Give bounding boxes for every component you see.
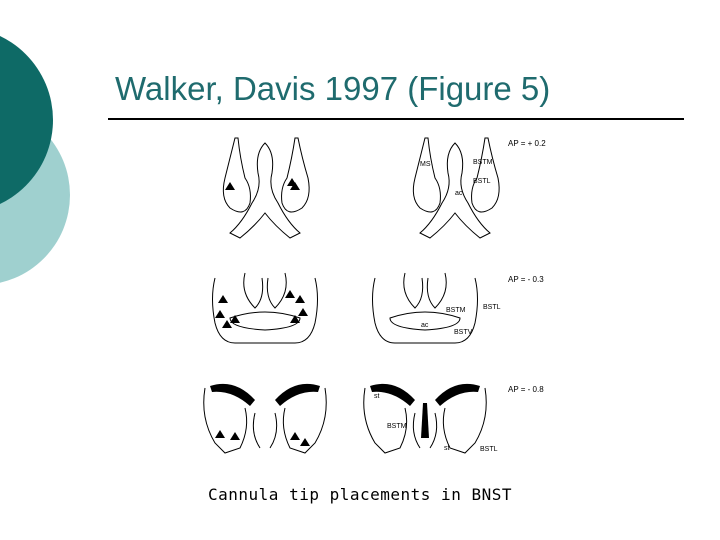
title-underline	[108, 118, 684, 120]
ap-label-3: AP = - 0.8	[508, 385, 544, 394]
label-bstl-3: BSTL	[480, 446, 498, 453]
label-ac-1: ac	[455, 190, 463, 197]
ap-label-1: AP = + 0.2	[508, 139, 546, 148]
label-bstm-2: BSTM	[446, 307, 466, 314]
fiber-tract-left-1	[210, 384, 255, 406]
fiber-tract-right-2	[435, 384, 480, 406]
brain-section-figure	[190, 128, 570, 468]
label-bstv: BSTV	[454, 329, 473, 336]
label-bstm-1: BSTM	[473, 159, 493, 166]
midline-tract	[421, 403, 429, 438]
label-ms: MS	[420, 161, 431, 168]
fiber-tract-left-2	[275, 384, 320, 406]
label-ac-2: ac	[421, 322, 429, 329]
label-bstm-3: BSTM	[387, 423, 407, 430]
slide-title: Walker, Davis 1997 (Figure 5)	[115, 70, 551, 107]
label-bstl-1: BSTL	[473, 178, 491, 185]
section-row2-left	[213, 273, 318, 343]
section-row1-right	[413, 138, 499, 238]
decorative-circles	[0, 0, 120, 300]
ap-label-2: AP = - 0.3	[508, 275, 544, 284]
label-bstl-2: BSTL	[483, 304, 501, 311]
figure-caption: Cannula tip placements in BNST	[208, 485, 512, 504]
label-st-1: st	[374, 393, 380, 400]
label-st-2: st	[444, 445, 450, 452]
